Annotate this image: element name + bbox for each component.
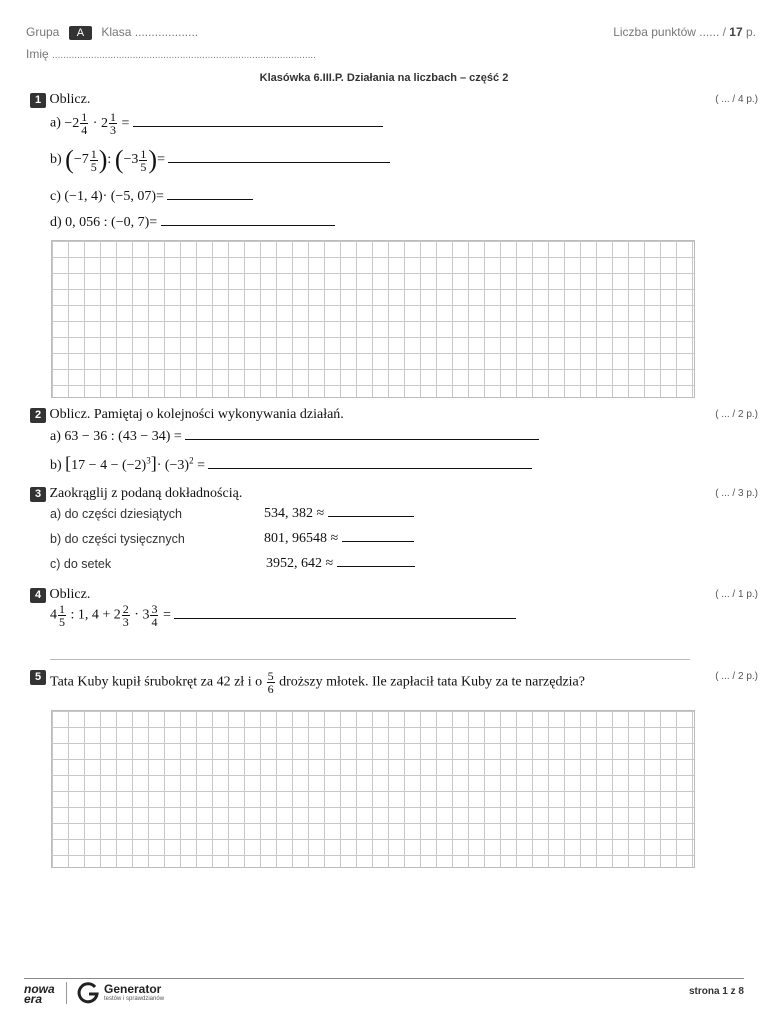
task-3c-label: c) do setek xyxy=(50,557,112,571)
answer-line[interactable] xyxy=(337,556,415,567)
task-4-number: 4 xyxy=(30,588,46,603)
task-3a-answer xyxy=(264,506,414,522)
task-3-heading xyxy=(30,486,242,502)
task-5-number-wrap xyxy=(30,669,46,685)
page-number: strona 1 z 8 xyxy=(688,986,744,997)
scratch-grid-5[interactable] xyxy=(51,710,695,868)
task-1d-expr: 0, 056 : (−0, 7)= xyxy=(65,215,158,230)
task-2a-label: a) xyxy=(50,429,61,444)
name-dots: ............................................................................................... xyxy=(52,50,316,61)
task-2a xyxy=(50,429,539,445)
answer-line[interactable] xyxy=(185,429,539,440)
group-label: Grupa xyxy=(26,25,60,39)
task-2b-label: b) xyxy=(50,458,62,473)
group-badge: A xyxy=(69,26,92,40)
task-3-instruction: Zaokrąglij z podaną dokładnością. xyxy=(49,486,243,501)
divider xyxy=(50,659,690,660)
generator-logo xyxy=(76,981,100,1010)
task-1c-expr: (−1, 4)· (−5, 07)= xyxy=(64,189,164,204)
task-1d xyxy=(50,215,335,231)
task-5-points: ( ... / 2 p.) xyxy=(715,671,758,682)
task-1a xyxy=(50,111,383,136)
task-1a-expr: −2 $\frac{1}{4}$ · 2 $\frac{1}{3}$ = xyxy=(64,110,130,137)
header-name-row xyxy=(26,47,316,61)
task-1b-label: b) xyxy=(50,152,62,168)
task-3-points: ( ... / 3 p.) xyxy=(715,488,758,499)
answer-line[interactable] xyxy=(328,506,414,517)
task-1b xyxy=(50,145,390,175)
task-2b xyxy=(50,453,532,474)
task-1-number: 1 xyxy=(30,93,46,108)
task-4-expr: 4 $\frac{1}{5}$ : 1, 4 + 2 $\frac{2}{3}$ · 3 $\frac{3}{4}$ = xyxy=(50,603,516,628)
answer-line[interactable] xyxy=(133,116,383,127)
page-title: Klasówka 6.III.P. Działania na liczbach – część 2 xyxy=(259,72,509,84)
task-4-heading xyxy=(30,587,90,603)
task-1b-expr: (−7 $\frac{1}{5}$ ): (−3 $\frac{1}{5}$ )= xyxy=(65,145,165,174)
generator-title: Generator xyxy=(104,982,162,996)
answer-line[interactable] xyxy=(208,458,532,469)
footer-logo-separator xyxy=(66,982,67,1004)
task-5-number: 5 xyxy=(30,670,46,685)
task-4-instruction: Oblicz. xyxy=(49,587,91,602)
task-3c-answer xyxy=(266,556,415,572)
header-points xyxy=(613,25,756,39)
class-dots: ................... xyxy=(134,25,199,39)
task-5-instruction xyxy=(50,670,585,695)
task-3b-value: 801, 96548 ≈ xyxy=(264,531,339,546)
nowa-era-logo: nowa era xyxy=(24,982,55,1006)
task-1-heading xyxy=(30,92,90,108)
header-group-row xyxy=(26,25,198,40)
task-3a-value: 534, 382 ≈ xyxy=(264,506,325,521)
points-total: 17 xyxy=(729,25,743,39)
task-3a-label: a) do części dziesiątych xyxy=(50,507,183,521)
task-2b-expr: $[17 - 4 - (-2)^3]\cdot (-3)^2$ = xyxy=(65,453,205,473)
task-2-number: 2 xyxy=(30,408,46,423)
task-3b-answer xyxy=(264,531,414,547)
answer-line[interactable] xyxy=(168,152,390,163)
points-suffix: p. xyxy=(745,25,756,39)
task-1-instruction: Oblicz. xyxy=(49,92,91,107)
points-label: Liczba punktów ...... / xyxy=(613,25,726,39)
task-1c-label: c) xyxy=(50,189,61,204)
answer-line[interactable] xyxy=(342,531,414,542)
task-2-instruction: Oblicz. Pamiętaj o kolejności wykonywania działań. xyxy=(49,407,344,422)
task-3c-value: 3952, 642 ≈ xyxy=(266,556,334,571)
name-label: Imię xyxy=(26,47,49,61)
task-1c xyxy=(50,189,253,205)
answer-line[interactable] xyxy=(161,215,335,226)
task-1-points: ( ... / 4 p.) xyxy=(715,94,758,105)
task-5-instruction-pre: Tata Kuby kupił śrubokręt za 42 zł i o xyxy=(50,674,263,690)
answer-line[interactable] xyxy=(167,189,253,200)
scratch-grid-1[interactable] xyxy=(51,240,695,398)
task-2a-expr: 63 − 36 : (43 − 34) = xyxy=(64,429,182,444)
task-1d-label: d) xyxy=(50,215,62,230)
task-2-points: ( ... / 2 p.) xyxy=(715,409,758,420)
generator-g-icon xyxy=(76,981,100,1005)
task-1a-label: a) xyxy=(50,115,61,131)
task-3-number: 3 xyxy=(30,487,46,502)
task-4-points: ( ... / 1 p.) xyxy=(715,589,758,600)
task-2-heading xyxy=(30,407,344,423)
task-5-fraction: $\frac{5}{6}$ xyxy=(267,669,274,696)
generator-subtitle: testów i sprawdzianów xyxy=(104,996,165,1002)
class-label: Klasa xyxy=(101,25,132,39)
footer-divider xyxy=(24,978,744,979)
task-3b-label: b) do części tysięcznych xyxy=(50,532,185,546)
answer-line[interactable] xyxy=(174,608,516,619)
task-5-instruction-post: droższy młotek. Ile zapłacił tata Kuby za te narzędzia? xyxy=(279,674,585,690)
